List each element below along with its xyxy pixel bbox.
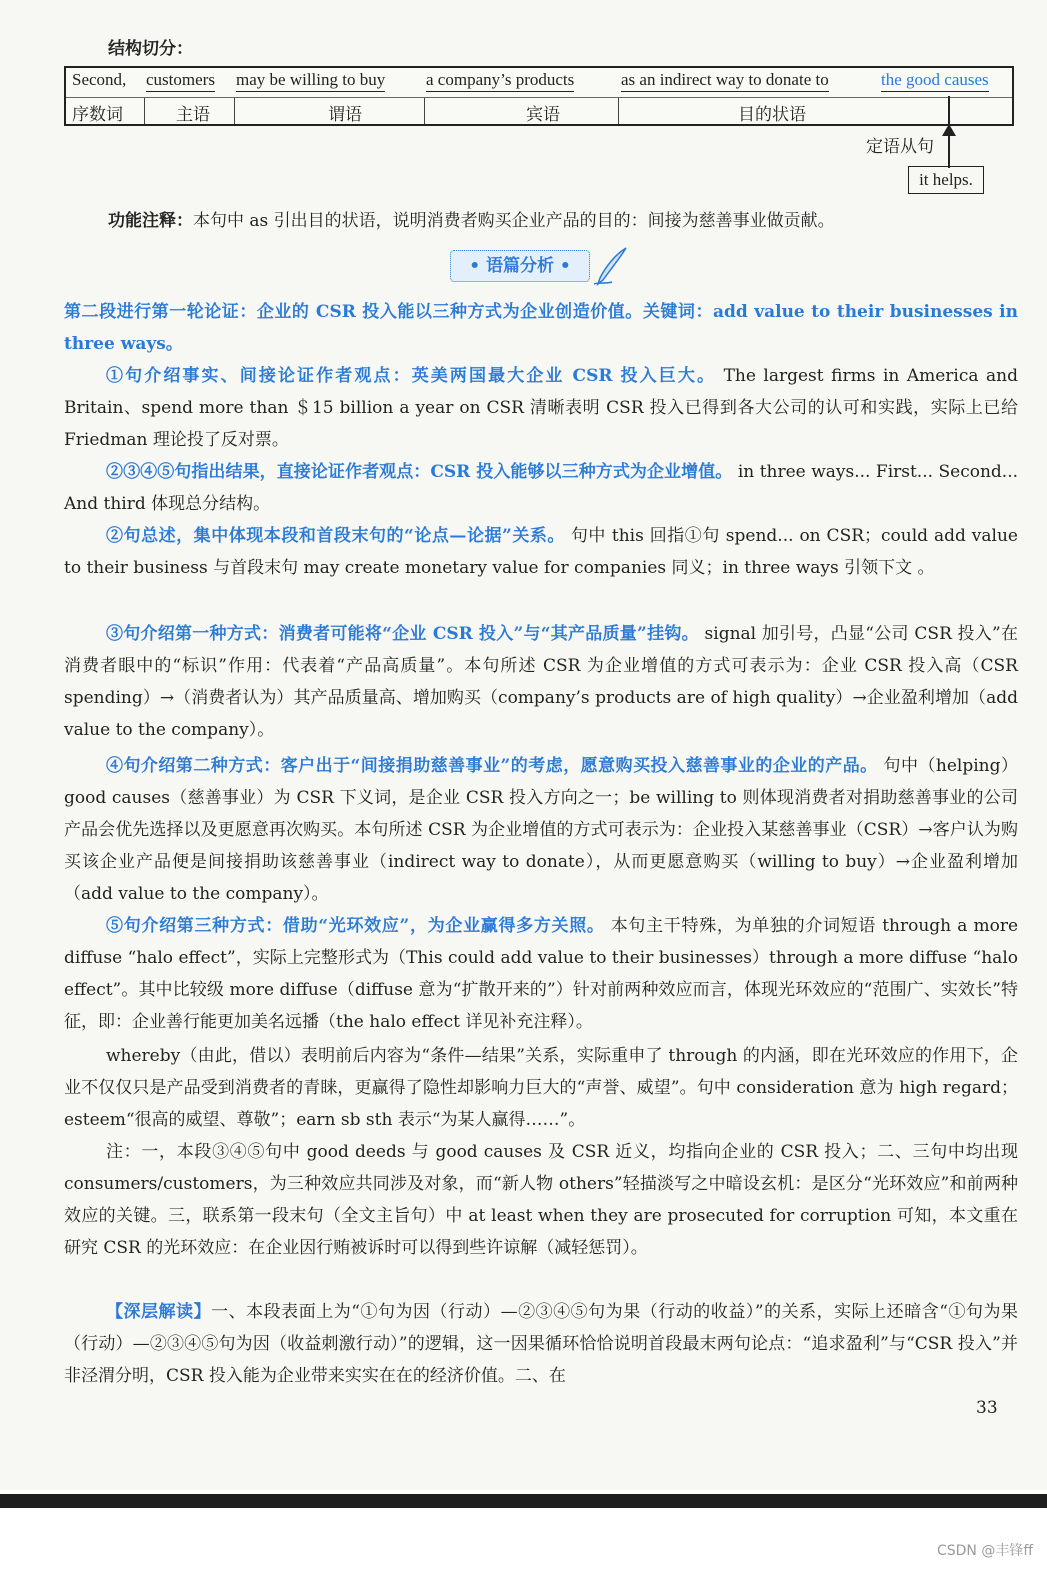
segment-ordinal: Second, [72,70,127,89]
paragraph-note [64,1136,1018,1264]
function-note-label: 功能注释： [108,211,193,231]
paragraph-sentence-2 [64,520,1018,584]
arrow-up-icon [942,124,956,136]
paragraph-lead: ③句介绍第一种方式：消费者可能将“企业 CSR 投入”与“其产品质量”挂钩。 [106,624,699,644]
paragraph-body: whereby（由此，借以）表明前后内容为“条件—结果”关系，实际重申了 through 的内涵，即在光环效应的作用下，企业不仅仅只是产品受到消费者的青睐，更赢得了隐性却影响力巨大的“声誉、威望”。句中 consideration 意为 high regard；esteem“很高的威望、尊敬”；earn sb sth 表示“为某人赢得……”。 [64,1046,1018,1130]
paragraph-whereby [64,1040,1018,1136]
paragraph-intro [64,296,1018,360]
segment-object: a company’s products [426,70,574,92]
paragraph-lead: 第二段进行第一轮论证：企业的 CSR 投入能以三种方式为企业创造价值。关键词：add value to their businesses in three ways。 [64,302,1018,354]
paragraph-body: 本句主干特殊，为单独的介词短语 through a more diffuse “halo effect”，实际上完整形式为（This could add value to their businesses）through a more diffuse “halo effect”。其中比较级 more diffuse（diffuse 意为“扩散开来的”）针对前两种效应而言，体现光环效应的“范围广、实效长”特征，即：企业善行能更加美名远播（the halo effect 详见补充注释）。 [64,916,1019,1032]
paragraph-body: 注：一，本段③④⑤句中 good deeds 与 good causes 及 CSR 近义，均指向企业的 CSR 投入；二、三句中均出现 consumers/customers，为三种效应共同涉及对象，而“新人物 others”轻描淡写之中暗设玄机：是区分“光环效应”和前两种效应的关键。三，联系第一段末句（全文主旨句）中 at least when they are prosecuted for corruption 可知，本文重在研究 CSR 的光环效应：在企业因行贿被诉时可以得到些许谅解（减轻惩罚）。 [64,1142,1018,1258]
paragraph-body: 句中（helping）good causes（慈善事业）为 CSR 下义词，是企业 CSR 投入方向之一；be willing to 则体现消费者对捐助慈善事业的公司产品会优先选择以及更愿意再次购买。本句所述 CSR 为企业增值的方式可表示为：企业投入某慈善事业（CSR）→客户认为购买该企业产品便是间接捐助该慈善事业（indirect way to donate），从而更愿意购买（willing to buy）→企业盈利增加（add value to the company）。 [64,756,1018,904]
sentence-structure-table [64,66,1014,126]
segment-predicate: may be willing to buy [236,70,385,92]
role-purpose: 目的状语 [738,105,806,125]
table-divider [66,97,1012,98]
segment-subject: customers [146,70,215,92]
column-divider [424,98,425,124]
paragraph-lead: ⑤句介绍第三种方式：借助“光环效应”，为企业赢得多方关照。 [106,916,605,936]
paragraph-sentence-4 [64,750,1018,910]
paragraph-lead: ②句总述，集中体现本段和首段末句的“论点—论据”关系。 [106,526,565,546]
watermark: CSDN @丰锋ff [936,1543,1033,1559]
paragraph-sentence-5 [64,910,1018,1038]
role-subject: 主语 [176,105,210,125]
segment-good-causes: the good causes [881,70,989,92]
column-divider [144,98,145,124]
page-number: 33 [976,1398,998,1418]
paragraph-body: signal 加引号，凸显“公司 CSR 投入”在消费者眼中的“标识”作用：代表着“产品高质量”。本句所述 CSR 为企业增值的方式可表示为：企业 CSR 投入高（CSR spending）→（消费者认为）其产品质量高、增加购买（company’s products are of high quality）→企业盈利增加（add value to the company）。 [64,624,1018,740]
function-note [108,206,835,231]
paragraph-body: 一、本段表面上为“①句为因（行动）—②③④⑤句为果（行动的收益）”的关系，实际上还暗含“①句为果（行动）—②③④⑤句为因（收益刺激行动）”的逻辑，这一因果循环恰恰说明首段最末两句论点：“追求盈利”与“CSR 投入”并非泾渭分明，CSR 投入能为企业带来实实在在的经济价值。二、在 [64,1302,1018,1386]
role-predicate: 谓语 [328,105,362,125]
section-title-banner: • 语篇分析 • [450,250,590,282]
paragraph-lead: ②③④⑤句指出结果，直接论证作者观点：CSR 投入能够以三种方式为企业增值。 [106,462,733,482]
deep-reading-tag: 【深层解读】 [106,1302,212,1322]
paragraph-sentence-1 [64,360,1018,456]
quill-pen-icon [588,244,632,288]
column-divider [618,98,619,124]
paragraph-lead: ①句介绍事实、间接论证作者观点：英美两国最大企业 CSR 投入巨大。 [106,366,717,386]
footer-bar [0,1494,1047,1508]
attribute-clause-label: 定语从句 [866,137,934,157]
segment-purpose: as an indirect way to donate to [621,70,829,92]
paragraph-sentences-2-5 [64,456,1018,520]
paragraph-body: in three ways... First... Second... And third 体现总分结构。 [64,462,1018,514]
paragraph-deep-reading [64,1296,1018,1392]
paragraph-body: The largest firms in America and Britain、spend more than ＄15 billion a year on CSR 清晰表明 CSR 投入已得到各大公司的认可和实践，实际上已给 Friedman 理论投了反对票。 [64,366,1018,450]
column-divider [234,98,235,124]
function-note-text: 本句中 as 引出目的状语，说明消费者购买企业产品的目的：间接为慈善事业做贡献。 [193,211,835,231]
role-ordinal: 序数词 [72,105,123,125]
paragraph-sentence-3 [64,618,1018,746]
paragraph-lead: ④句介绍第二种方式：客户出于“间接捐助慈善事业”的考虑，愿意购买投入慈善事业的企业的产品。 [106,756,878,776]
structure-heading: 结构切分： [108,39,193,59]
role-object: 宾语 [526,105,560,125]
clause-box: it helps. [908,166,984,194]
paragraph-body: 句中 this 回指①句 spend... on CSR；could add value to their business 与首段末句 may create monetary value for companies 同义；in three ways 引领下文 。 [64,526,1018,578]
